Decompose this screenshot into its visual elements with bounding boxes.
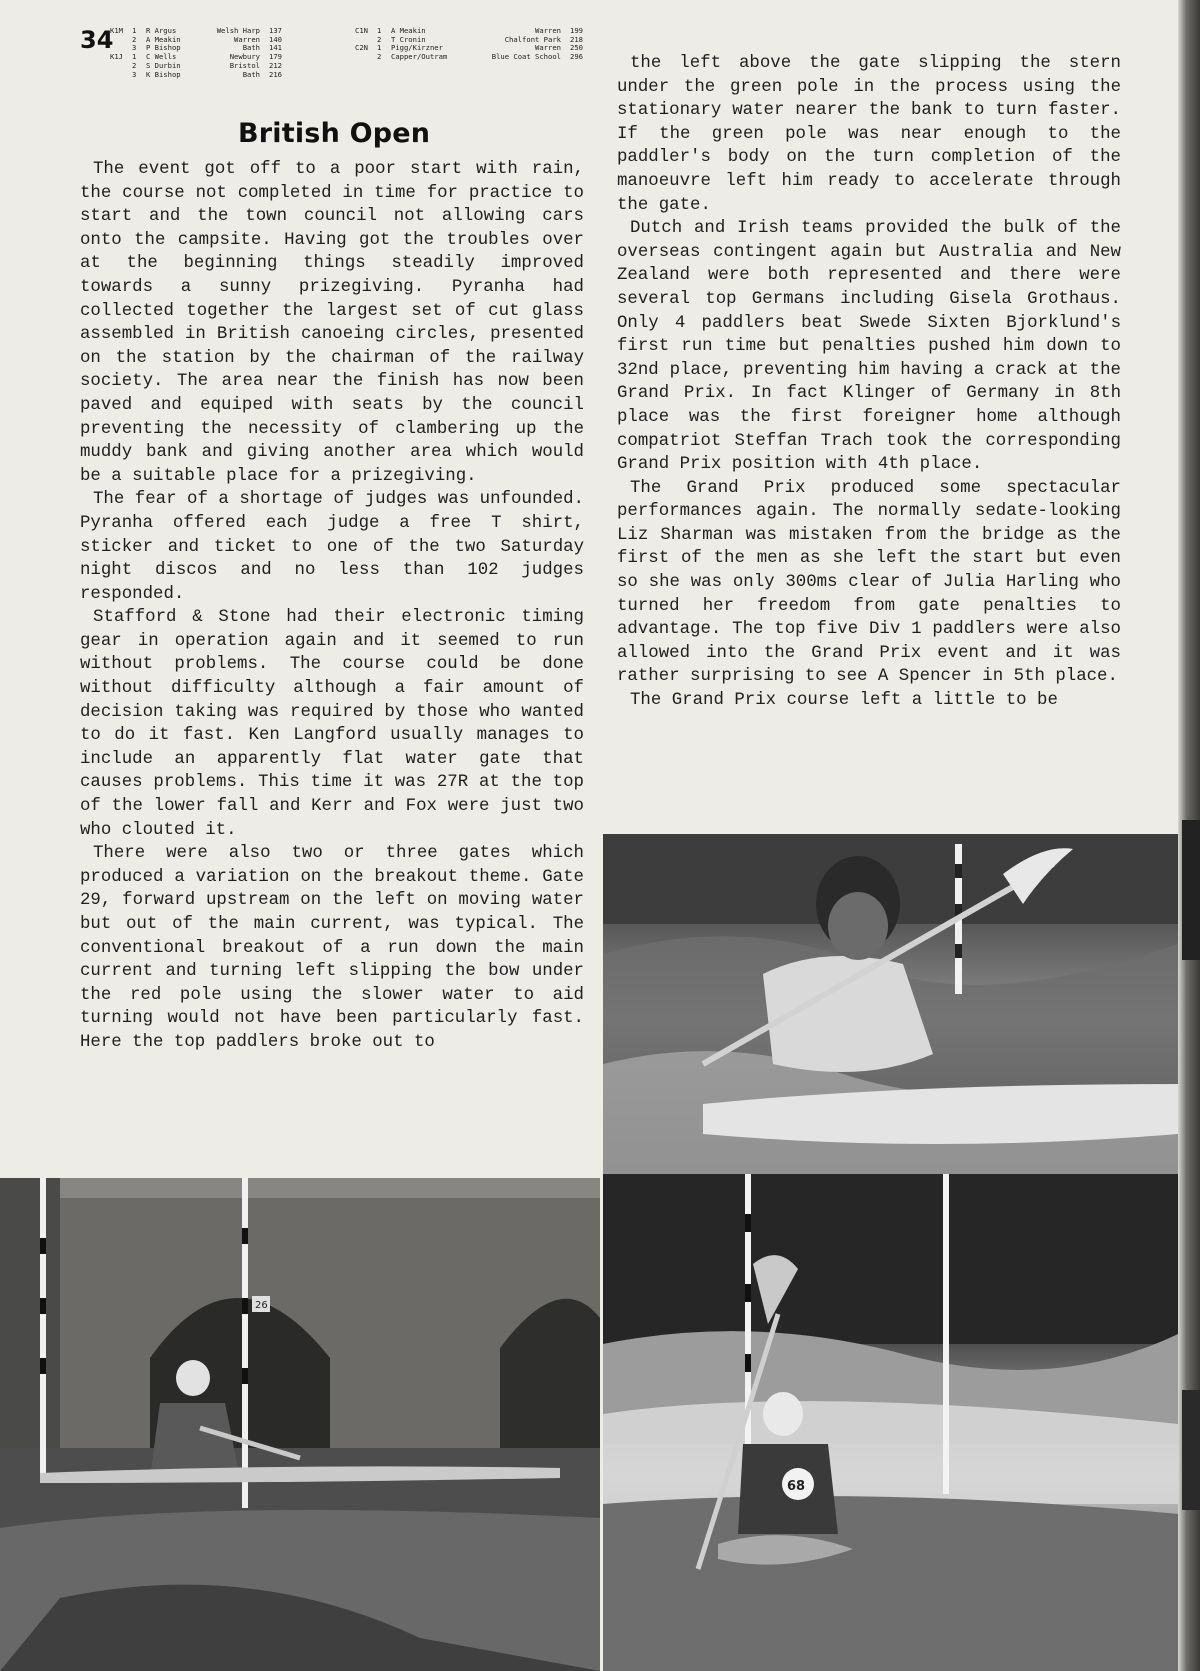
results-row xyxy=(355,53,583,62)
results-row xyxy=(110,71,282,80)
article-column-right xyxy=(617,52,1121,713)
results-cls: C2N xyxy=(355,43,368,53)
results-cls xyxy=(110,62,132,71)
results-pos: 3 xyxy=(132,69,137,79)
results-cls xyxy=(110,71,132,80)
results-cls: K1J xyxy=(110,52,123,62)
results-club: Chalfont Park xyxy=(504,34,561,44)
photo-bridge-slalom xyxy=(0,1178,600,1671)
photo-kayaker-closeup xyxy=(603,834,1178,1174)
results-name: A Meakin xyxy=(146,34,181,44)
page-number: 34 xyxy=(80,26,114,54)
results-score: 199 xyxy=(570,26,583,35)
article-paragraph: Stafford & Stone had their electronic timing gear in operation again and it seemed to run without problems. The course could be done without difficulty although a fair amount of decision taking was required by those who wanted to do it fast. Ken Langford usually manages to include an apparently flat water gate that causes problems. This time it was 27R at the top of the lower fall and Kerr and Fox were just two who clouted it. xyxy=(80,608,584,840)
results-club: Bristol xyxy=(229,60,260,70)
results-name: K Bishop xyxy=(146,69,181,79)
results-pos: 2 xyxy=(377,34,382,44)
results-cls: K1M xyxy=(110,26,123,35)
results-table-right xyxy=(355,27,583,62)
results-club: Bath xyxy=(242,69,260,79)
article-paragraph: There were also two or three gates which produced a variation on the breakout theme. Gate 29, forward upstream on the left on moving water but out of the main current, was typical. The conventional breakout of a run down the main current and turning left slipping the bow under the red pole using the slower water to aid turning would not have been particularly fast. Here the top paddlers broke out to xyxy=(80,844,584,1052)
article-title: British Open xyxy=(238,118,431,149)
results-name: T Cronin xyxy=(391,34,426,44)
results-cls: C1N xyxy=(355,26,368,35)
results-club: Blue Coat School xyxy=(491,52,561,62)
results-club: Warren xyxy=(535,26,561,35)
article-paragraph: Dutch and Irish teams provided the bulk of the overseas contingent again but Australia and New Zealand were both represented and there were several top Germans including Gisela Grothaus. Only 4 paddlers beat Swede Sixten Bjorklund's first run time but penalties pushed him down to 32nd place, preventing him having a crack at the Grand Prix. In fact Klinger of Germany in 8th place was the first foreigner home although compatriot Steffan Trach took the corresponding Grand Prix position with 4th place. xyxy=(617,219,1121,475)
results-club: Bath xyxy=(242,43,260,53)
results-name: Capper/Outram xyxy=(391,52,448,62)
results-score: 137 xyxy=(269,26,282,35)
results-name: A Meakin xyxy=(391,26,426,35)
results-score: 140 xyxy=(269,34,282,44)
results-cls xyxy=(110,36,132,45)
results-club: Warren xyxy=(535,43,561,53)
results-pos: 1 xyxy=(377,26,382,35)
results-pos: 1 xyxy=(132,26,137,35)
results-name: P Bishop xyxy=(146,43,181,53)
results-cls xyxy=(355,53,377,62)
results-pos: 1 xyxy=(377,43,382,53)
results-pos: 3 xyxy=(132,43,137,53)
results-score: 296 xyxy=(570,52,583,62)
article-paragraph: The fear of a shortage of judges was unfounded. Pyranha offered each judge a free T shirt, sticker and ticket to one of the two Saturday night discos and no less than 102 judges responded. xyxy=(80,490,584,604)
results-name: R Argus xyxy=(146,26,177,35)
article-paragraph: the left above the gate slipping the stern under the green pole in the process using the stationary water nearer the bank to turn faster. If the green pole was near enough to the paddler's body on the turn completion of the manoeuvre left him ready to accelerate through the gate. xyxy=(617,54,1121,215)
article-paragraph: The Grand Prix produced some spectacular performances again. The normally sedate-looking Liz Sharman was mistaken from the bridge as the first of the men as she left the start but even so she was only 300ms clear of Julia Harling who turned her freedom from gate penalties to advantage. The top five Div 1 paddlers were also allowed into the Grand Prix event and it was rather surprising to see A Spencer in 5th place. xyxy=(617,478,1121,687)
article-paragraph: The Grand Prix course left a little to be xyxy=(630,691,1058,711)
results-score: 218 xyxy=(570,34,583,44)
results-score: 250 xyxy=(570,43,583,53)
gate-number-label: 26 xyxy=(255,1300,268,1311)
binding-edge xyxy=(1178,0,1200,1671)
results-club: Newbury xyxy=(229,52,260,62)
photo-c1-paddler xyxy=(603,1174,1178,1671)
results-club: Welsh Harp xyxy=(216,26,260,35)
article-column-left xyxy=(80,158,584,1055)
results-pos: 2 xyxy=(377,52,382,62)
results-table-left xyxy=(110,27,282,79)
results-club: Warren xyxy=(234,34,260,44)
results-name: C Wells xyxy=(146,52,177,62)
results-score: 212 xyxy=(269,60,282,70)
results-name: S Durbin xyxy=(146,60,181,70)
results-score: 179 xyxy=(269,52,282,62)
results-score: 216 xyxy=(269,69,282,79)
results-score: 141 xyxy=(269,43,282,53)
results-pos: 1 xyxy=(132,52,137,62)
results-pos: 2 xyxy=(132,34,137,44)
results-pos: 2 xyxy=(132,60,137,70)
bib-number-label: 68 xyxy=(787,1479,806,1494)
results-name: Pigg/Kirzner xyxy=(391,43,443,53)
article-paragraph: The event got off to a poor start with rain, the course not completed in time for practice to start and the town council not allowing cars onto the campsite. Having got the troubles over at the beginning things steadily improved towards a sunny prizegiving. Pyranha had collected together the largest set of cut glass assembled in British canoeing circles, presented on the station by the chairman of the railway society. The area near the finish has now been paved and equiped with seats by the council preventing the necessity of clambering up the muddy bank and giving another area which would be a suitable place for a prizegiving. xyxy=(80,160,584,486)
